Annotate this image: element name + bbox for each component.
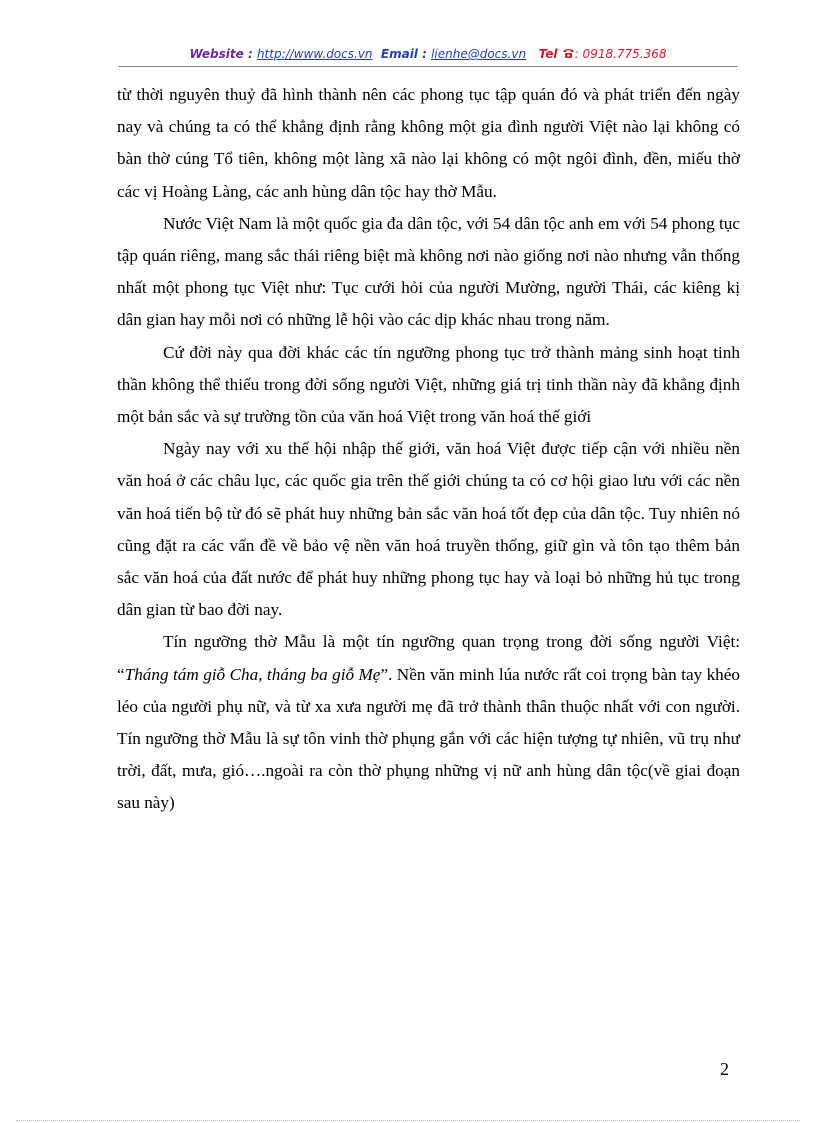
paragraph-5	[117, 626, 740, 819]
tel-label: Tel	[538, 47, 558, 61]
paragraph-2: Nước Việt Nam là một quốc gia đa dân tộc, với 54 dân tộc anh em với 54 phong tục tập quán riêng, mang sắc thái riêng biệt mà không nơi nào giống nơi nào nhưng vẫn thống nhất một phong tục Việt như: Tục cưới hỏi của người Mường, người Thái, các kiêng kị dân gian hay mỗi nơi có những lễ hội vào các dịp khác nhau trong năm.	[117, 213, 740, 330]
paragraph-1: từ thời nguyên thuỷ đã hình thành nên các phong tục tập quán đó và phát triển đến ngày nay và chúng ta có thể khẳng định rằng không một gia đình người Việt nào lại không có bàn thờ cúng Tổ tiên, không một làng xã nào lại không có một ngôi đình, đền, miếu thờ các vị Hoàng Làng, các anh hùng dân tộc hay thờ Mẫu.	[117, 85, 740, 201]
paragraph-3: Cứ đời này qua đời khác các tín ngưỡng phong tục trở thành mảng sinh hoạt tinh thần không thể thiếu trong đời sống người Việt, những giá trị tinh thần này đã khẳng định một bản sắc và sự trường tồn của văn hoá Việt trong văn hoá thế giới	[117, 342, 740, 427]
page-header	[118, 47, 738, 61]
email-link[interactable]: lienhe@docs.vn	[431, 47, 527, 61]
page-bottom-border	[16, 1120, 800, 1121]
paragraph-5-rest: ”. Nền văn minh lúa nước rất coi trọng bàn tay khéo léo của người phụ nữ, và từ xa xưa người mẹ đã trở thành thân thuộc nhất với con người. Tín ngưỡng thờ Mẫu là sự tôn vinh thờ phụng gắn với các hiện tượng tự nhiên, vũ trụ như trời, đất, mưa, gió….ngoài ra còn thờ phụng những vị nữ anh hùng dân tộc(về giai đoạn sau này)	[117, 664, 740, 813]
email-separator: :	[417, 47, 432, 61]
page-number: 2	[720, 1059, 729, 1079]
paragraph-5-quote: Tháng tám giỗ Cha, tháng ba giỗ Mẹ	[124, 664, 381, 684]
email-label: Email	[380, 47, 418, 61]
paragraph-5-start: Tín ngưỡng thờ Mẫu là một tín ngưỡng quan trọng trong đời sống người Việt: “	[117, 632, 740, 684]
paragraph-4: Ngày nay với xu thế hội nhập thế giới, văn hoá Việt được tiếp cận với nhiều nền văn hoá ở các châu lục, các quốc gia trên thế giới chúng ta có cơ hội giao lưu với các nền văn hoá tiến bộ từ đó sẽ phát huy những bản sắc văn hoá tốt đẹp của dân tộc. Tuy nhiên nó cũng đặt ra các vấn đề về bảo vệ nền văn hoá truyền thống, giữ gìn và tôn tạo thêm bản sắc văn hoá của đất nước để phát huy những phong tục hay và loại bỏ những hủ tục trong dân gian từ bao đời nay.	[117, 439, 740, 620]
website-label: Website	[189, 47, 244, 61]
tel-number: : 0918.775.368	[574, 47, 667, 61]
document-body	[117, 79, 740, 820]
header-divider	[118, 66, 738, 67]
website-separator: :	[243, 47, 257, 61]
phone-icon	[562, 47, 575, 61]
website-link[interactable]: http://www.docs.vn	[256, 47, 373, 61]
